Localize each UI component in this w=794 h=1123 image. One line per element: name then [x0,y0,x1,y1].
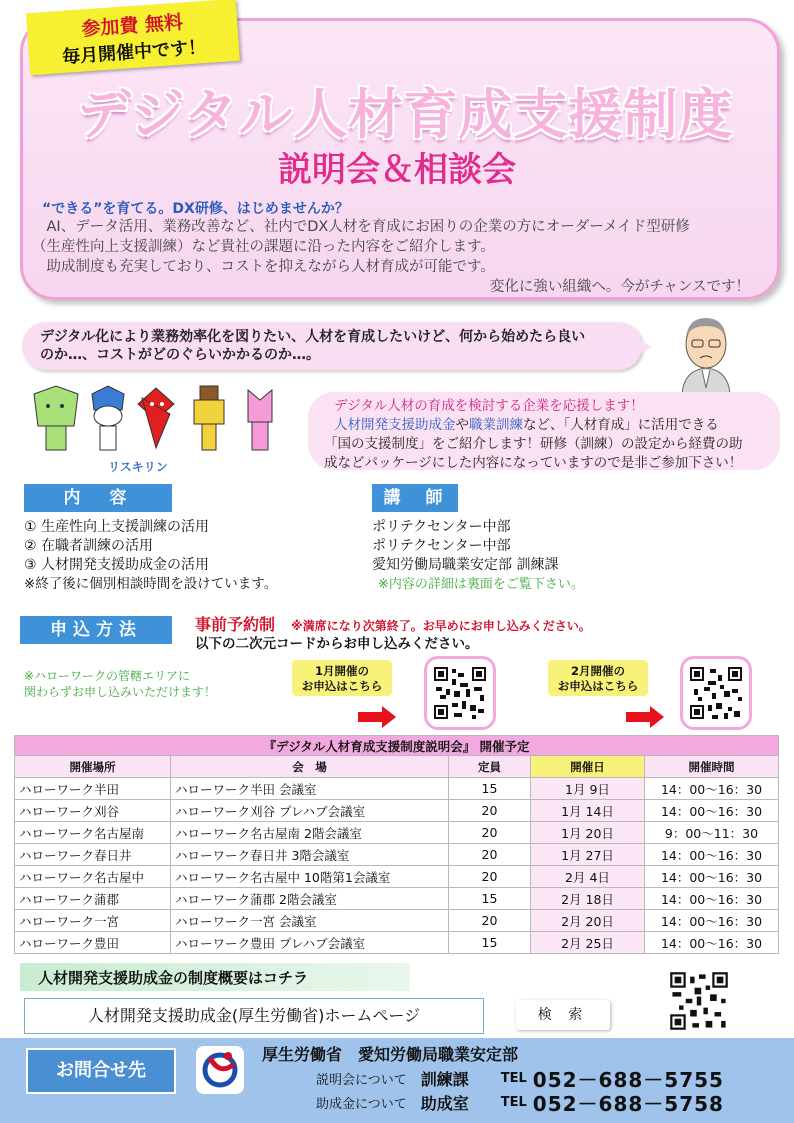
table-row [15,778,779,800]
badge-free: 参加費 無料 [80,11,184,41]
cell-capacity: 20 [449,822,531,844]
cell-location: ハローワーク半田 [15,778,171,800]
bubble-tail [636,338,652,356]
support-line: 成などパッケージにした内容になっていますので是非ご参加下さい！ [324,455,743,471]
cell-capacity: 20 [449,866,531,888]
catchphrase: “できる”を育てる。DX研修、はじめませんか？ [42,201,349,217]
cell-location: ハローワーク名古屋中 [15,866,171,888]
cell-capacity: 20 [449,910,531,932]
schedule-table [14,735,779,954]
cell-location: ハローワーク蒲郡 [15,888,171,910]
badge-monthly: 毎月開催中です！ [61,36,207,68]
reserve-label: 事前予約制 [195,615,276,634]
note-line: ※ハローワークの管轄エリアに [24,669,191,683]
cell-venue: ハローワーク豊田 プレハブ会議室 [171,932,449,954]
label-line: お申込はこちら [301,679,383,693]
label-line: 2月開催の [570,664,625,678]
cell-venue: ハローワーク刈谷 プレハブ会議室 [171,800,449,822]
worried-man-illustration [672,312,740,394]
feb-label [548,660,648,696]
intro-line: 助成制度も充実しており、コストを抑えながら人材育成が可能です。 [32,259,495,275]
mascot-green [34,386,78,450]
cell-date: 2月 20日 [531,910,645,932]
search-button[interactable]: 検 索 [516,1000,610,1030]
cell-capacity: 15 [449,888,531,910]
cell-venue: ハローワーク蒲郡 2階会議室 [171,888,449,910]
intro-line: AI、データ活用、業務改善など、社内でDX人材を育成にお困りの企業の方にオーダーメイド型研修 [32,219,690,235]
subsidy-qr-code[interactable] [668,970,730,1032]
page-title: デジタル人材育成支援制度 [76,83,734,146]
list-item: 愛知労働局職業安定部 訓練課 [372,557,559,573]
page-subtitle: 説明会＆相談会 [278,150,516,190]
table-row [15,822,779,844]
cell-time: 14：00～16：30 [645,866,779,888]
cell-time: 14：00～16：30 [645,910,779,932]
tel-label: TEL [500,1095,527,1110]
cell-venue: ハローワーク名古屋中 10階第1会議室 [171,866,449,888]
list-item: ② 在職者訓練の活用 [24,538,154,554]
cell-time: 14：00～16：30 [645,800,779,822]
hellowork-note [24,668,216,700]
feb-qr-code[interactable] [680,656,752,730]
cell-venue: ハローワーク名古屋南 2階会議室 [171,822,449,844]
arrow-right-icon [626,706,664,728]
cell-capacity: 15 [449,932,531,954]
mascot-pink [248,390,272,450]
mhlw-logo-icon [196,1046,244,1094]
table-row [15,844,779,866]
mascot-blue [92,386,124,450]
tel-label: TEL [500,1071,527,1086]
intro-text [32,217,772,297]
cell-location: ハローワーク春日井 [15,844,171,866]
cell-time: 14：00～16：30 [645,888,779,910]
contact-dept: 訓練課 [420,1070,469,1089]
cell-date: 1月 9日 [531,778,645,800]
worry-bubble [22,322,642,370]
header-capacity: 定員 [449,756,531,778]
cell-date: 2月 4日 [531,866,645,888]
cell-location: ハローワーク刈谷 [15,800,171,822]
apply-heading: 申込方法 [20,616,172,644]
label-line: 1月開催の [314,664,369,678]
list-item: ① 生産性向上支援訓練の活用 [24,519,210,535]
cell-time: 14：00～16：30 [645,932,779,954]
jan-qr-code[interactable] [424,656,496,730]
intro-line: （生産性向上支援訓練）など貴社の課題に沿った内容をご紹介します。 [32,239,495,255]
cell-capacity: 20 [449,800,531,822]
cell-venue: ハローワーク半田 会議室 [171,778,449,800]
phone-number[interactable]: 052－688－5758 [532,1092,724,1116]
qr-code-icon [668,970,730,1032]
cell-date: 2月 18日 [531,888,645,910]
table-row [15,866,779,888]
intro-line: 変化に強い組織へ。今がチャンスです！ [489,279,750,295]
cell-time: 14：00～16：30 [645,844,779,866]
cell-date: 1月 20日 [531,822,645,844]
list-item: ③ 人材開発支援助成金の活用 [24,557,210,573]
label-line: お申込はこちら [557,679,639,693]
table-row [15,910,779,932]
contact-label: お問合せ先 [26,1048,176,1094]
support-bubble [308,392,780,470]
cell-location: ハローワーク豊田 [15,932,171,954]
cell-capacity: 20 [449,844,531,866]
contact-about: 説明会について [316,1073,407,1088]
cell-location: ハローワーク一宮 [15,910,171,932]
support-line: 「国の支援制度」をご紹介します！研修（訓練）の設定から経費の助 [324,436,743,452]
support-conj: や [455,417,469,433]
cell-venue: ハローワーク春日井 3階会議室 [171,844,449,866]
header-date: 開催日 [531,756,645,778]
worry-line: のか…、コストがどのぐらいかかるのか…。 [40,347,320,363]
contact-dept: 助成室 [420,1094,469,1113]
jan-label [292,660,392,696]
qr-code-icon [688,665,744,721]
schedule-title: 『デジタル人材育成支援制度説明会』 開催予定 [15,736,779,756]
mascot-characters [28,384,300,464]
lecturer-note: ※内容の詳細は裏面をご覧下さい。 [378,577,584,592]
contents-list [24,518,277,594]
lecturer-heading: 講 師 [372,484,458,512]
mascot-yellow [194,386,224,450]
header-venue: 会 場 [171,756,449,778]
table-row [15,800,779,822]
cell-date: 1月 27日 [531,844,645,866]
support-heading: デジタル人材の育成を検討する企業を応援します！ [334,398,644,414]
support-line [324,416,764,435]
contact-about: 助成金について [316,1097,407,1112]
list-item: ポリテクセンター中部 [372,538,511,554]
cell-time: 9：00～11：30 [645,822,779,844]
cell-time: 14：00～16：30 [645,778,779,800]
header-time: 開催時間 [645,756,779,778]
subsidy-heading: 人材開発支援助成金の制度概要はコチラ [20,963,410,991]
contents-note: ※終了後に個別相談時間を設けています。 [24,576,278,592]
cell-venue: ハローワーク一宮 会議室 [171,910,449,932]
table-row [15,932,779,954]
contents-heading: 内 容 [24,484,172,512]
qr-instruction: 以下の二次元コードからお申し込みください。 [195,636,479,652]
cell-location: ハローワーク名古屋南 [15,822,171,844]
organization-name: 厚生労働省 愛知労働局職業安定部 [262,1045,519,1064]
subsidy-term: 人材開発支援助成金 [334,417,456,433]
cell-capacity: 15 [449,778,531,800]
mascot-name: リスキリン [108,460,168,474]
header-location: 開催場所 [15,756,171,778]
training-term: 職業訓練 [469,417,523,433]
subsidy-homepage-searchbox[interactable]: 人材開発支援助成金(厚生労働省)ホームページ [24,998,484,1034]
support-rest: など、「人材育成」に活用できる [523,417,719,433]
mascot-red [138,388,174,448]
reserve-note: ※満席になり次第終了。お早めにお申し込みください。 [291,619,591,633]
cell-date: 2月 25日 [531,932,645,954]
table-row [15,888,779,910]
lecturer-list [372,518,584,594]
arrow-right-icon [358,706,396,728]
phone-number[interactable]: 052－688－5755 [532,1068,724,1092]
qr-code-icon [432,665,488,721]
table-header-row [15,756,779,778]
worry-line: デジタル化により業務効率化を図りたい、人材を育成したいけど、何から始めたら良い [40,329,586,345]
cell-date: 1月 14日 [531,800,645,822]
contact-row-subsidy [316,1088,724,1117]
list-item: ポリテクセンター中部 [372,519,511,535]
note-line: 関わらずお申し込みいただけます！ [24,685,217,699]
